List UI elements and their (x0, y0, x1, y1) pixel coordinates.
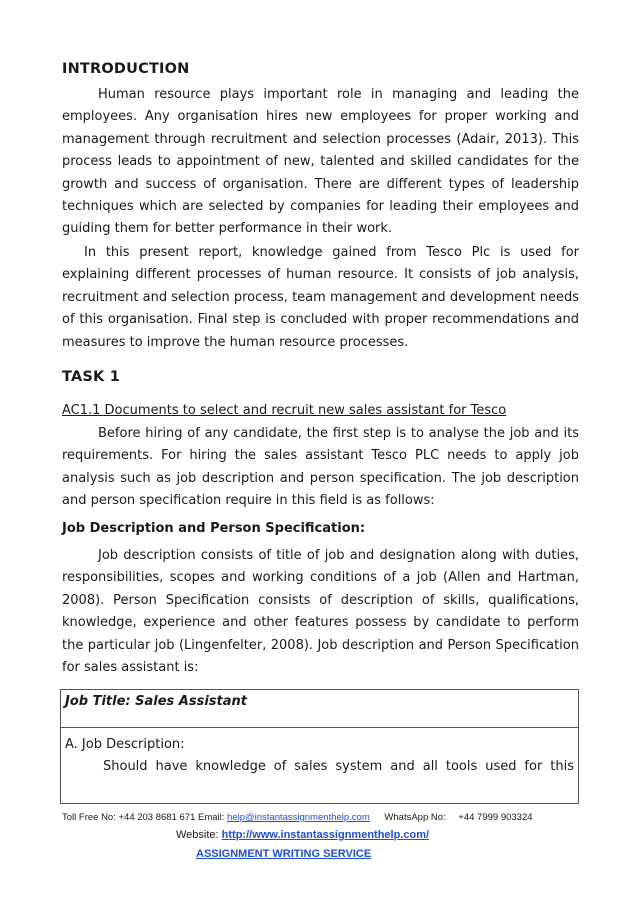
section-a-label: A. Job Description: (65, 737, 185, 752)
introduction-heading: INTRODUCTION (62, 61, 190, 77)
service-banner: ASSIGNMENT WRITING SERVICE (196, 848, 372, 860)
job-description-row (61, 728, 578, 779)
whatsapp-label: WhatsApp No: (384, 812, 446, 823)
introduction-paragraph-1: Human resource plays important role in managing and leading the employees. Any organisation hires new employees for proper working and management through recruitment and selection processes (Adair, 2013). This process leads to appointment of new, talented and skilled candidates for the growth and success of organisation. There are different types of leadership techniques which are selected by companies for leading their employees and guiding them for better performance in their work. (62, 87, 579, 237)
job-title-row (61, 690, 578, 728)
task-1-paragraph-2: Job description consists of title of job and designation along with duties, responsibilities, scopes and working conditions of a job (Allen and Hartman, 2008). Person Specification consists of description of skills, qualifications, knowledge, experience and other features possess by candidate to perform the particular job (Lingenfelter, 2008). Job description and Person Specification for sales assistant is: (62, 548, 579, 676)
whatsapp-number: +44 7999 903324 (458, 812, 533, 823)
footer-contact-line (62, 812, 533, 823)
job-description-line: Should have knowledge of sales system and all tools used for this (103, 759, 574, 775)
job-title: Job Title: Sales Assistant (65, 694, 247, 709)
toll-free-text: Toll Free No: +44 203 8681 671 Email: (62, 812, 228, 823)
job-description-table (60, 689, 579, 804)
website-label: Website: (176, 829, 222, 841)
website-link[interactable]: http://www.instantassignmenthelp.com/ (221, 829, 430, 841)
footer-website-line (176, 829, 429, 841)
introduction-paragraph-2: In this present report, knowledge gained from Tesco Plc is used for explaining different processes of human resource. It consists of job analysis, recruitment and selection process, team management and development needs of this organisation. Final step is concluded with proper recommendations and measures to improve the human resource processes. (62, 245, 579, 350)
task-1-paragraph-1: Before hiring of any candidate, the first step is to analyse the job and its requirements. For hiring the sales assistant Tesco PLC needs to apply job analysis such as job description and person specification. The job description and person specification require in this field is as follows: (62, 426, 579, 509)
ac1-1-subheading: AC1.1 Documents to select and recruit new sales assistant for Tesco (62, 403, 507, 418)
email-link[interactable]: help@instantassignmenthelp.com (227, 812, 370, 823)
task-1-heading: TASK 1 (62, 369, 121, 385)
job-description-subheading: Job Description and Person Specification: (62, 521, 366, 536)
